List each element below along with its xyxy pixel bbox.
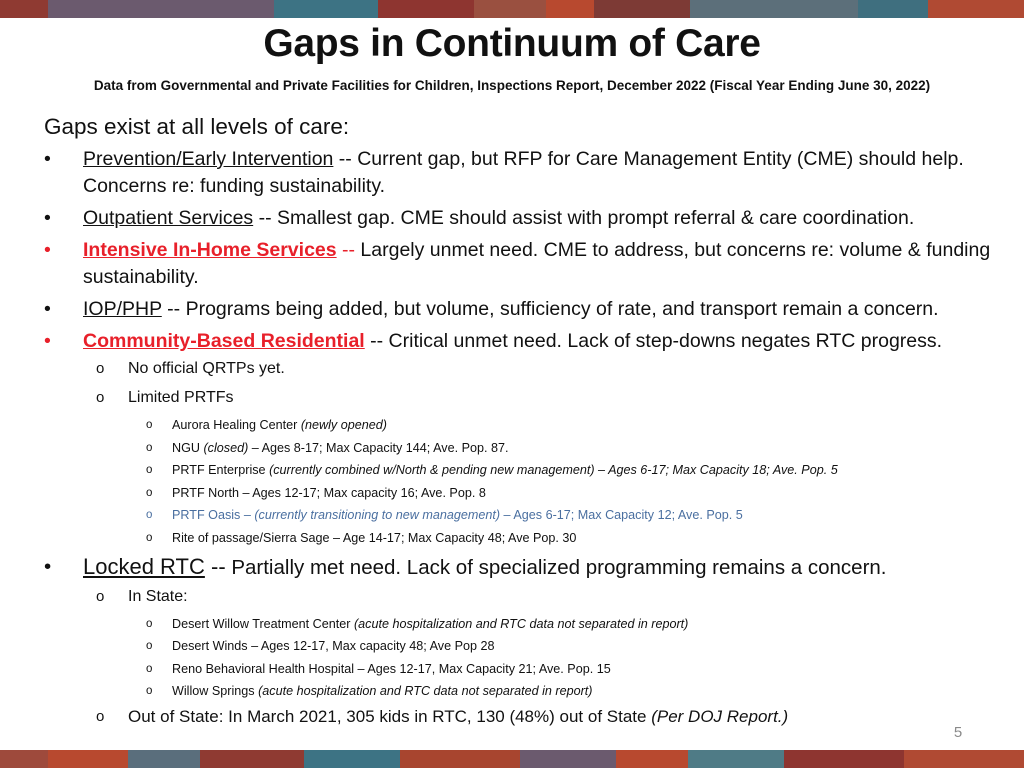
bullet-circle: o [146, 464, 153, 477]
facility-item [44, 638, 1004, 654]
bullet-dot: • [44, 298, 51, 320]
sub-bullet-instate [44, 587, 1004, 607]
facility-name: PRTF Enterprise [172, 463, 270, 478]
bullet-text: -- Current gap, but RFP for Care Management Entity (CME) should help. Concerns re: funding sustainability. [83, 148, 964, 197]
bullet-separator: -- [204, 553, 226, 579]
bullet-iop [44, 296, 1004, 323]
bullet-text: -- Critical unmet need. Lack of step-downs negates RTC progress. [364, 330, 943, 352]
bullet-label: Prevention/Early Intervention [83, 148, 334, 170]
facility-name: NGU [172, 440, 204, 455]
facility-item-highlighted [44, 507, 1004, 523]
facility-detail: – Ages 6-17; Max Capacity 12; Ave. Pop. 5 [500, 508, 743, 523]
bullet-dot: • [44, 207, 51, 229]
sub-bullet-outofstate [44, 706, 1004, 728]
facility-item [44, 417, 1004, 433]
bullet-circle: o [96, 360, 105, 377]
bullet-circle: o [146, 441, 153, 454]
bullet-circle: o [146, 640, 153, 653]
bullet-circle: o [96, 707, 105, 725]
facility-note: (currently transitioning to new management) [254, 508, 501, 523]
bullet-dot: • [44, 239, 51, 261]
slide-content [44, 114, 1004, 737]
facility-item [44, 440, 1004, 456]
facility-name: Willow Springs [172, 684, 259, 699]
facility-item [44, 683, 1004, 699]
bullet-separator: -- [336, 239, 356, 261]
facility-name: PRTF North – Ages 12-17; Max capacity 16; Ave. Pop. 8 [172, 485, 486, 500]
bullet-circle: o [146, 419, 153, 431]
facility-name: PRTF Oasis – [172, 508, 255, 523]
sub-bullet-note: (Per DOJ Report.) [651, 706, 789, 726]
facility-name: Desert Willow Treatment Center [172, 616, 354, 631]
bullet-text: -- Programs being added, but volume, sufficiency of rate, and transport remain a concern. [161, 298, 939, 320]
bullet-dot: • [44, 148, 51, 170]
bullet-circle: o [146, 685, 153, 698]
bullet-text: Largely unmet need. CME to address, but concerns re: volume & funding sustainability. [83, 239, 991, 288]
bullet-circle: o [146, 617, 153, 630]
bullet-intensive [44, 237, 1004, 291]
page-number: 5 [953, 724, 963, 741]
facility-item [44, 616, 1004, 632]
facility-note: (acute hospitalization and RTC data not separated in report) [258, 684, 593, 699]
facility-note: (newly opened) [300, 418, 387, 432]
bullet-circle: o [146, 531, 153, 544]
bullet-circle: o [96, 389, 105, 406]
bullet-circle: o [96, 587, 105, 605]
facility-item [44, 661, 1004, 677]
sub-bullet-qrtp [44, 359, 1004, 379]
bullet-circle: o [146, 662, 153, 675]
facility-name: Reno Behavioral Health Hospital – Ages 12-17, Max Capacity 21; Ave. Pop. 15 [172, 661, 611, 676]
top-color-band [0, 0, 1024, 18]
facility-name: Rite of passage/Sierra Sage – Age 14-17; Max Capacity 48; Ave Pop. 30 [172, 530, 577, 545]
bullet-label: IOP/PHP [83, 298, 162, 320]
page-subtitle: Data from Governmental and Private Facilities for Children, Inspections Report, December 2022 (Fiscal Year Ending June 30, 2022) [93, 78, 931, 93]
intro-text: Gaps exist at all levels of care: [44, 114, 350, 139]
bullet-community [44, 328, 1004, 355]
bottom-color-band [0, 750, 1024, 768]
bullet-locked-rtc [44, 553, 1004, 581]
bullet-text: Partially met need. Lack of specialized programming remains a concern. [225, 555, 887, 579]
bullet-label: Intensive In-Home Services [83, 239, 337, 261]
bullet-prevention [44, 146, 1004, 200]
facility-detail: – Ages 8-17; Max Capacity 144; Ave. Pop. 87. [248, 440, 509, 455]
bullet-text: -- Smallest gap. CME should assist with prompt referral & care coordination. [253, 207, 915, 229]
facility-name: Aurora Healing Center [172, 418, 301, 432]
facility-note: (currently combined w/North & pending new management) – Ages 6-17; Max Capacity 18; Ave. Pop. 5 [269, 463, 838, 478]
bullet-label: Locked RTC [83, 553, 205, 579]
bullet-dot: • [44, 554, 52, 578]
bullet-label: Community-Based Residential [83, 330, 365, 352]
sub-bullet-text: Limited PRTFs [128, 389, 234, 406]
sub-bullet-text: No official QRTPs yet. [128, 360, 285, 377]
facility-item [44, 462, 1004, 478]
bullet-label: Outpatient Services [83, 207, 254, 229]
bullet-dot: • [44, 330, 51, 352]
facility-name: Desert Winds – Ages 12-17, Max capacity 48; Ave Pop 28 [172, 639, 495, 654]
bullet-circle: o [146, 509, 153, 522]
bullet-circle: o [146, 486, 153, 499]
facility-item [44, 530, 1004, 546]
page-title: Gaps in Continuum of Care [263, 22, 761, 65]
sub-bullet-text: Out of State: In March 2021, 305 kids in RTC, 130 (48%) out of State [128, 706, 652, 726]
facility-note: (closed) [203, 440, 249, 455]
bullet-outpatient [44, 205, 1004, 232]
facility-item [44, 485, 1004, 501]
sub-bullet-text: In State: [128, 587, 188, 605]
sub-bullet-prtf [44, 388, 1004, 408]
facility-note: (acute hospitalization and RTC data not separated in report) [353, 616, 689, 631]
